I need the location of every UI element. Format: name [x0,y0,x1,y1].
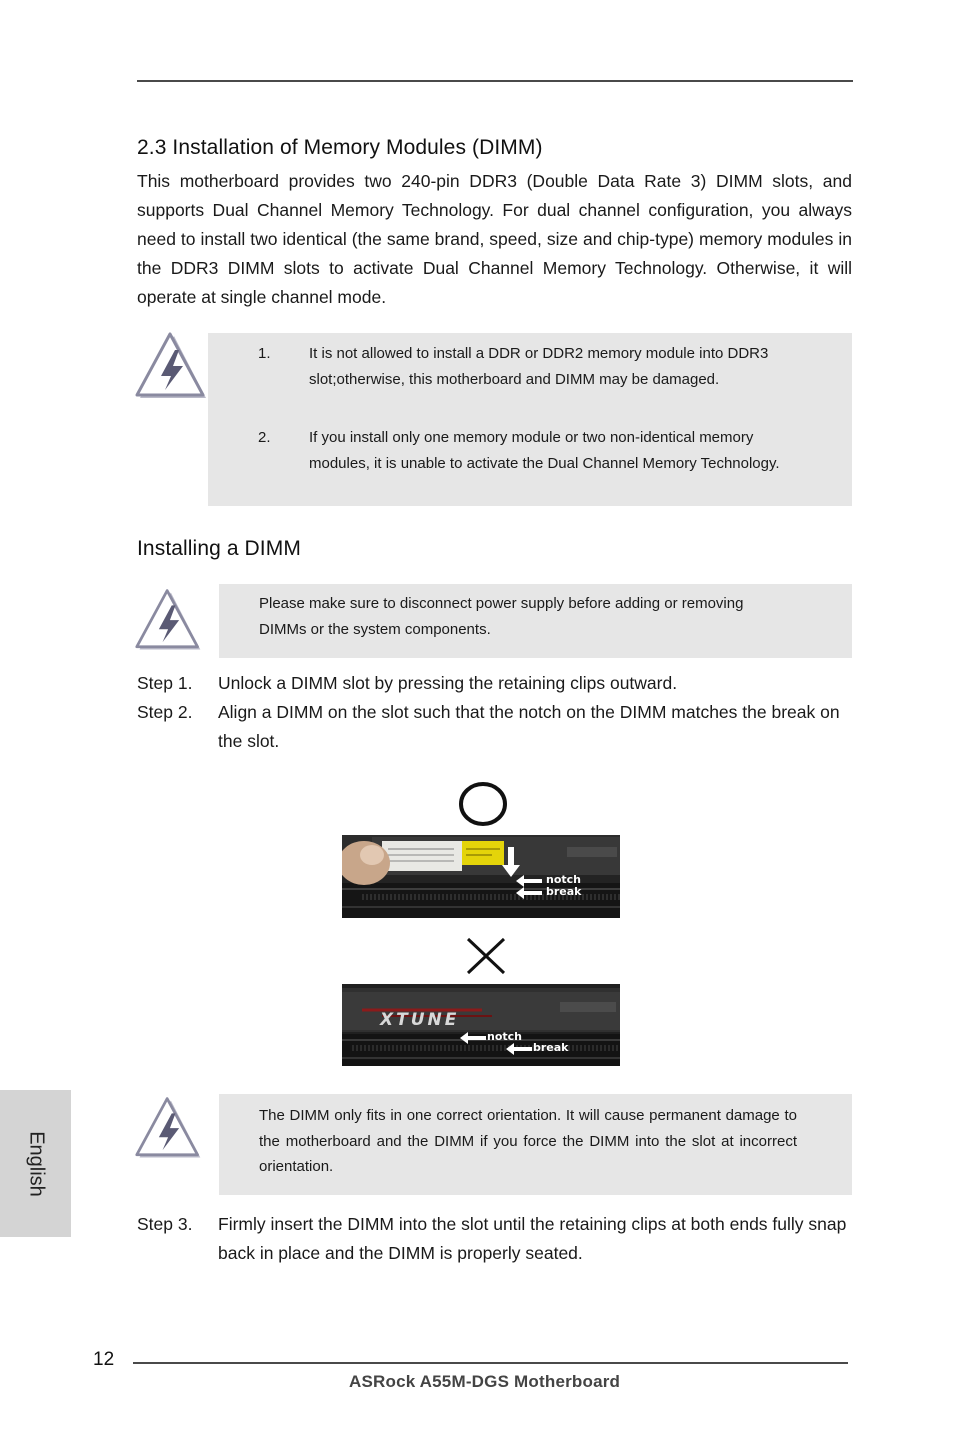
wrong-orientation-photo [342,984,620,1066]
installing-heading: Installing a DIMM [137,537,301,560]
page-number: 12 [93,1349,115,1370]
footer-rule [133,1362,848,1364]
intro-paragraph: This motherboard provides two 240-pin DDR3 (Double Data Rate 3) DIMM slots, and supports Dual Channel Memory Technology. For dual channel configuration, you always need to install two identical (the same brand, speed, size and chip-type) memory modules in the DDR3 DIMM slots to activate Dual Channel Memory Technology. Otherwise, it will operate at single channel mode. [137,171,852,307]
correct-circle-icon [457,780,509,833]
caution-box-orientation [219,1094,852,1195]
footer-product-name: ASRock A55M-DGS Motherboard [349,1372,621,1391]
language-tab-label: English [25,1130,47,1197]
module-logo: XTUNE [380,1010,460,1030]
header-rule [137,80,853,82]
caution-item-number: 1. [258,345,271,362]
warning-icon [134,1096,204,1167]
step-text: Align a DIMM on the slot such that the notch on the DIMM matches the break on the slot. [218,702,840,751]
caution-item-number: 2. [258,429,271,446]
break-label: break [546,885,582,898]
caution-item-text: If you install only one memory module or two non-identical memory modules, it is unable to activate the Dual Channel Memory Technology. [309,429,780,472]
caution-item-text: It is not allowed to install a DDR or DDR2 memory module into DDR3 slot;otherwise, this motherboard and DIMM may be damaged. [309,345,769,388]
step-1 [137,669,852,698]
step-text: Unlock a DIMM slot by pressing the retaining clips outward. [218,673,678,693]
notch-label: notch [487,1030,522,1043]
step-3 [137,1210,852,1268]
caution-power-text: Please make sure to disconnect power supply before adding or removing DIMMs or the system components. [259,595,744,638]
language-side-tab [0,1090,71,1237]
notch-label: notch [546,873,581,886]
warning-icon [134,588,204,659]
caution-box-power [219,584,852,658]
step-2 [137,698,852,756]
caution-orientation-text: The DIMM only fits in one correct orientation. It will cause permanent damage to the motherboard and the DIMM if you force the DIMM into the slot at incorrect orientation. [259,1107,797,1175]
caution-box-ddr3 [208,333,852,506]
warning-icon [134,332,210,407]
step-label: Step 2. [137,702,193,722]
wrong-cross-icon [464,936,508,981]
correct-orientation-photo [342,835,620,918]
step-label: Step 3. [137,1214,193,1234]
section-heading: 2.3 Installation of Memory Modules (DIMM) [137,136,543,159]
step-text: Firmly insert the DIMM into the slot until the retaining clips at both ends fully snap back in place and the DIMM is properly seated. [218,1214,847,1263]
break-label: break [533,1041,569,1054]
step-label: Step 1. [137,673,193,693]
